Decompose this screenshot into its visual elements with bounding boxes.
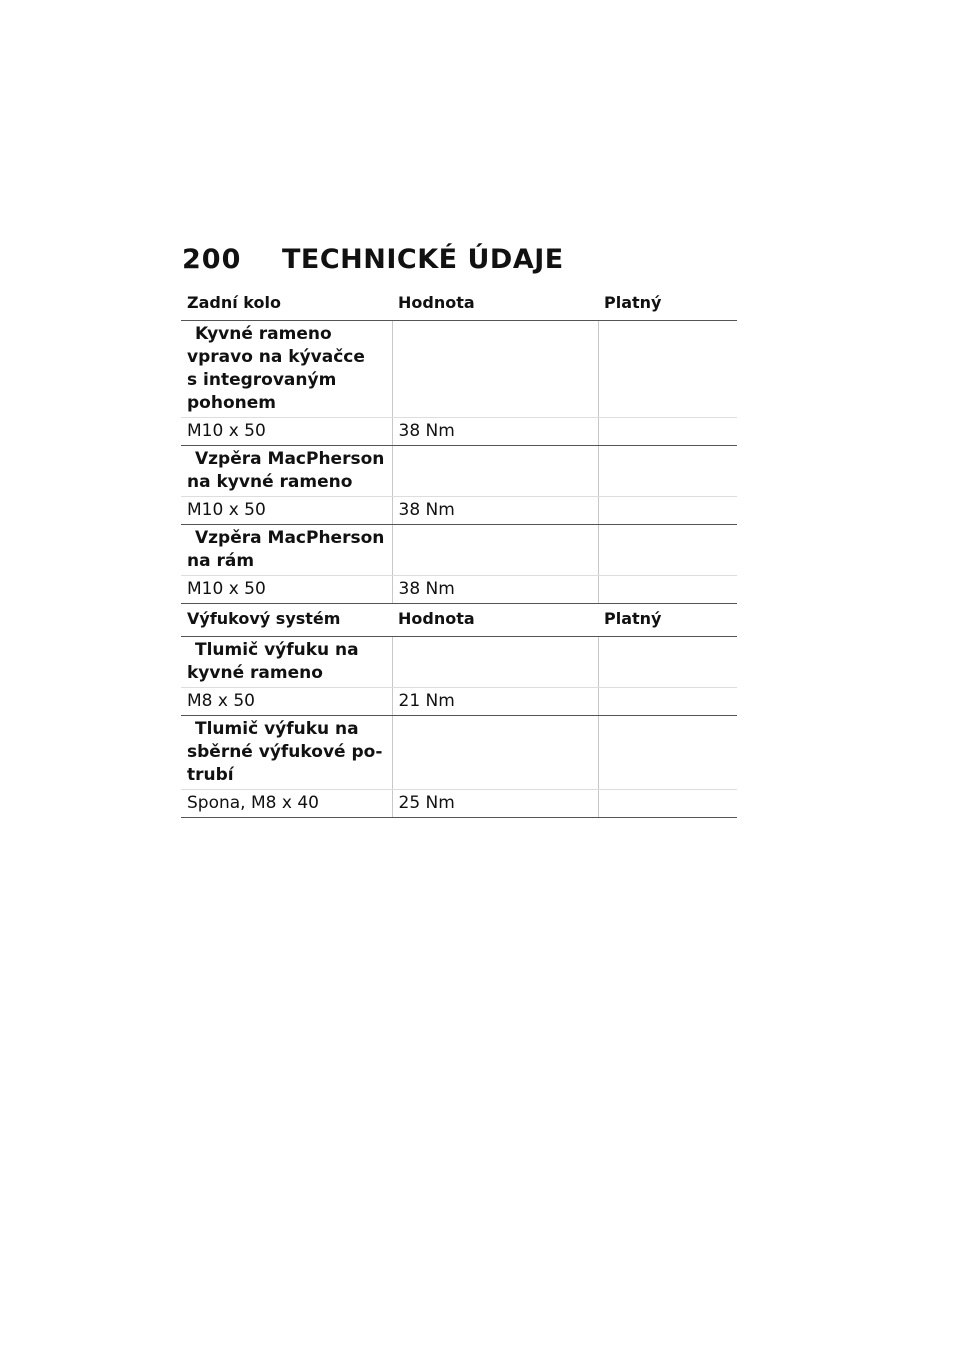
empty-cell [598,716,737,790]
component-name: Kyvné rameno vpravo na kývačce s integrovaným pohonem [181,321,392,418]
empty-cell [598,321,737,418]
torque-value: 25 Nm [392,790,598,818]
torque-value: 38 Nm [392,576,598,604]
page-number: 200 [182,244,242,275]
column-header-component: Zadní kolo [181,284,392,321]
torque-value: 38 Nm [392,497,598,525]
valid-cell [598,790,737,818]
bolt-spec: M10 x 50 [181,576,392,604]
empty-cell [392,321,598,418]
torque-table-rear-wheel [181,284,737,604]
empty-cell [392,446,598,497]
empty-cell [392,716,598,790]
torque-value: 38 Nm [392,418,598,446]
torque-value: 21 Nm [392,688,598,716]
valid-cell [598,418,737,446]
table-row-component [181,525,737,576]
table-row-value [181,497,737,525]
table-row-value [181,790,737,818]
bolt-spec: M8 x 50 [181,688,392,716]
table-row-component [181,446,737,497]
component-name: Tlumič výfuku na kyvné rameno [181,637,392,688]
column-header-value: Hodnota [392,600,598,637]
empty-cell [598,525,737,576]
component-name: Vzpěra MacPherson na rám [181,525,392,576]
table-header-row [181,600,737,637]
torque-table-exhaust [181,600,737,818]
empty-cell [392,637,598,688]
empty-cell [392,525,598,576]
bolt-spec: Spona, M8 x 40 [181,790,392,818]
column-header-component: Výfukový systém [181,600,392,637]
table-row-value [181,418,737,446]
table-row-component [181,321,737,418]
component-name: Tlumič výfuku na sběrné výfukové po- trubí [181,716,392,790]
page-header [182,244,564,280]
table-header-row [181,284,737,321]
empty-cell [598,446,737,497]
bolt-spec: M10 x 50 [181,418,392,446]
valid-cell [598,497,737,525]
empty-cell [598,637,737,688]
component-name: Vzpěra MacPherson na kyvné rameno [181,446,392,497]
page-title: TECHNICKÉ ÚDAJE [282,244,564,275]
table-row-component [181,637,737,688]
column-header-valid: Platný [598,284,737,321]
table-row-component [181,716,737,790]
column-header-value: Hodnota [392,284,598,321]
column-header-valid: Platný [598,600,737,637]
bolt-spec: M10 x 50 [181,497,392,525]
table-row-value [181,688,737,716]
valid-cell [598,688,737,716]
